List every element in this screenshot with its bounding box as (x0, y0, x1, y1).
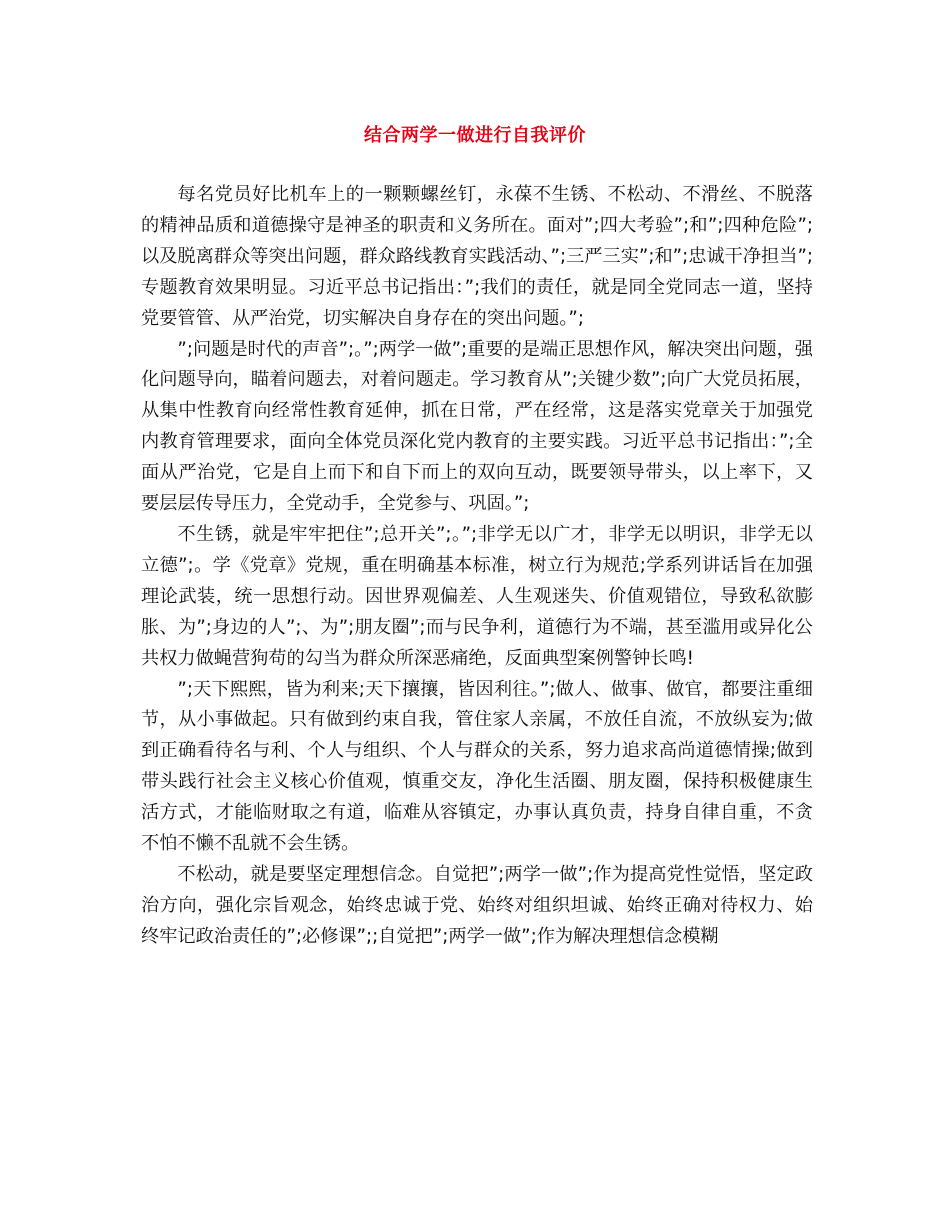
document-title: 结合两学一做进行自我评价 (364, 125, 586, 146)
paragraph-5: 不松动，就是要坚定理想信念。自觉把”;两学一做”;作为提高党性觉悟，坚定政治方向，强化宗旨观念，始终忠诚于党、始终对组织坦诚、始终正确对待权力、始终牢记政治责任的”;必修课”;;自觉把”;两学一做”;作为解决理想信念模糊 (141, 863, 813, 947)
paragraph-4: ”;天下熙熙，皆为利来;天下攘攘，皆因利往。”;做人、做事、做官，都要注重细节，从小事做起。只有做到约束自我，管住家人亲属，不放任自流，不放纵妄为;做到正确看待名与利、个人与组织、个人与群众的关系，努力追求高尚道德情操;做到带头践行社会主义核心价值观，慎重交友，净化生活圈、朋友圈，保持积极健康生活方式，才能临财取之有道，临难从容镇定，办事认真负责，持身自律自重，不贪不怕不懒不乱就不会生锈。 (141, 678, 813, 855)
document-body (141, 180, 813, 953)
paragraph-2: ”;问题是时代的声音”;。”;两学一做”;重要的是端正思想作风，解决突出问题，强化问题导向，瞄着问题去，对着问题走。学习教育从”;关键少数”;向广大党员拓展，从集中性教育向经常性教育延伸，抓在日常，严在经常，这是落实党章关于加强党内教育管理要求，面向全体党员深化党内教育的主要实践。习近平总书记指出：”;全面从严治党，它是自上而下和自下而上的双向互动，既要领导带头，以上率下，又要层层传导压力，全党动手，全党参与、巩固。”; (141, 338, 813, 515)
paragraph-1: 每名党员好比机车上的一颗颗螺丝钉，永葆不生锈、不松动、不滑丝、不脱落的精神品质和道德操守是神圣的职责和义务所在。面对”;四大考验”;和”;四种危险”;以及脱离群众等突出问题，群众路线教育实践活动、”;三严三实”;和”;忠诚干净担当”;专题教育效果明显。习近平总书记指出：”;我们的责任，就是同全党同志一道，坚持党要管管、从严治党，切实解决自身存在的突出问题。”; (141, 184, 813, 329)
paragraph-3: 不生锈，就是牢牢把住”;总开关”;。”;非学无以广才，非学无以明识，非学无以立德”;。学《党章》党规，重在明确基本标准，树立行为规范;学系列讲话旨在加强理论武装，统一思想行动。因世界观偏差、人生观迷失、价值观错位，导致私欲膨胀、为”;身边的人”;、为”;朋友圈”;而与民争利，道德行为不端，甚至滥用或异化公共权力做蝇营狗苟的勾当为群众所深恶痛绝，反面典型案例警钟长鸣! (141, 523, 813, 669)
